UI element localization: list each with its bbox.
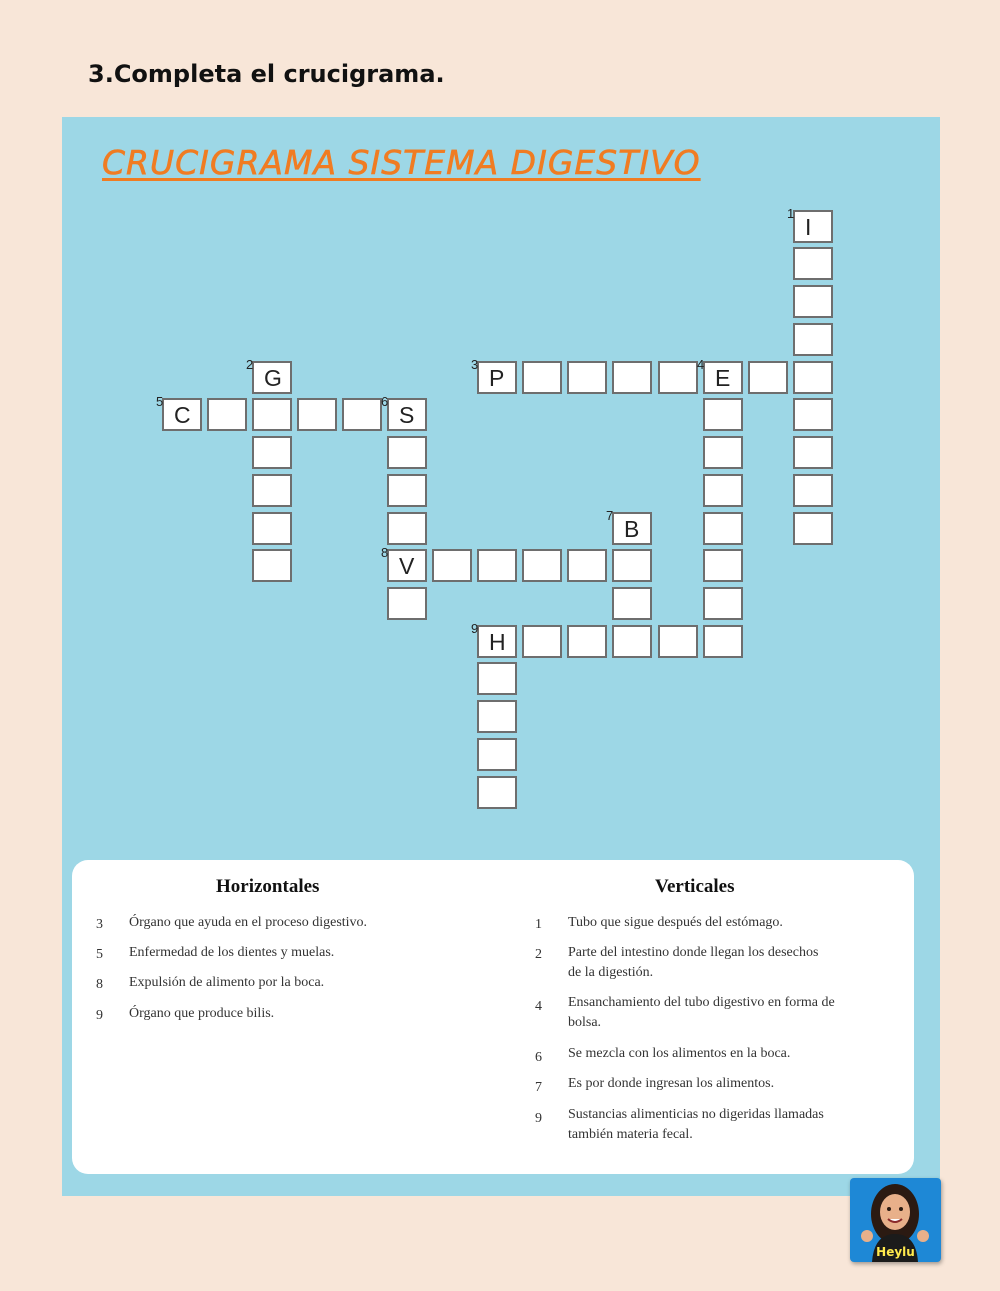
clue-text: Se mezcla con los alimentos en la boca. (568, 1046, 791, 1061)
vertical-clues-title: Verticales (655, 876, 735, 897)
clue-number: 6 (381, 394, 389, 409)
crossword-cell[interactable] (156, 394, 202, 431)
clue-number: 3 (96, 917, 103, 932)
crossword-cell[interactable] (703, 398, 743, 431)
crossword-cell[interactable] (381, 545, 427, 582)
crossword-cell[interactable] (567, 625, 607, 658)
crossword-cell[interactable] (697, 357, 743, 394)
clues-box (72, 860, 914, 1174)
crossword-title: CRUCIGRAMA SISTEMA DIGESTIVO (102, 143, 701, 182)
crossword-cell[interactable] (703, 512, 743, 545)
crossword-cell[interactable] (381, 394, 427, 431)
crossword-cell[interactable] (477, 549, 517, 582)
clue-text: Parte del intestino donde llegan los desechos (568, 945, 819, 960)
crossword-cell[interactable] (793, 436, 833, 469)
clue-number: 3 (471, 357, 479, 372)
clue-text: Tubo que sigue después del estómago. (568, 915, 783, 930)
crossword-cell[interactable] (793, 398, 833, 431)
crossword-cell[interactable] (793, 474, 833, 507)
clue-number: 2 (535, 947, 542, 962)
clue-number: 1 (787, 206, 795, 221)
clue-text: Ensanchamiento del tubo digestivo en forma de (568, 995, 835, 1010)
crossword-cell[interactable] (612, 549, 652, 582)
crossword-cell[interactable] (477, 700, 517, 733)
clue-text: Expulsión de alimento por la boca. (129, 975, 325, 990)
vertical-clue (535, 1105, 905, 1145)
crossword-cell[interactable] (703, 474, 743, 507)
crossword-cell[interactable] (252, 474, 292, 507)
crossword-cell[interactable] (252, 436, 292, 469)
crossword-cell[interactable] (793, 247, 833, 280)
crossword-cell[interactable] (297, 398, 337, 431)
given-letter: I (805, 214, 812, 240)
crossword-cell[interactable] (567, 361, 607, 394)
avatar (850, 1178, 941, 1262)
clue-text: también materia fecal. (568, 1127, 693, 1142)
clue-text: Sustancias alimenticias no digeridas llamadas (568, 1107, 824, 1122)
crossword-cell[interactable] (522, 361, 562, 394)
crossword-cell[interactable] (612, 587, 652, 620)
crossword-cell[interactable] (522, 549, 562, 582)
crossword-grid (62, 117, 940, 837)
clue-number: 9 (96, 1008, 103, 1023)
crossword-cell[interactable] (477, 738, 517, 771)
crossword-cell[interactable] (471, 357, 517, 394)
crossword-cell[interactable] (612, 625, 652, 658)
given-letter: E (715, 365, 731, 391)
crossword-cell[interactable] (658, 625, 698, 658)
clue-number: 7 (606, 508, 614, 523)
clue-number: 5 (156, 394, 164, 409)
clue-number: 8 (381, 545, 389, 560)
given-letter: B (624, 516, 640, 542)
crossword-cell[interactable] (252, 398, 292, 431)
crossword-cell[interactable] (477, 662, 517, 695)
crossword-cell[interactable] (793, 361, 833, 394)
crossword-cell[interactable] (703, 549, 743, 582)
avatar-label: Heylu (876, 1245, 915, 1259)
clue-text: bolsa. (568, 1015, 602, 1030)
clue-number: 8 (96, 977, 103, 992)
crossword-cell[interactable] (787, 206, 833, 243)
crossword-cell[interactable] (793, 512, 833, 545)
crossword-cell[interactable] (793, 285, 833, 318)
clue-number: 9 (471, 621, 479, 636)
crossword-cell[interactable] (252, 512, 292, 545)
crossword-cell[interactable] (658, 361, 698, 394)
crossword-cell[interactable] (342, 398, 382, 431)
clue-number: 9 (535, 1111, 542, 1126)
clue-number: 1 (535, 917, 542, 932)
horizontal-clues-title: Horizontales (216, 876, 320, 897)
crossword-cell[interactable] (703, 587, 743, 620)
clue-number: 4 (535, 999, 542, 1014)
clue-number: 6 (535, 1050, 542, 1065)
crossword-cell[interactable] (207, 398, 247, 431)
exercise-instruction: 3.Completa el crucigrama. (88, 60, 445, 88)
crossword-cell[interactable] (387, 512, 427, 545)
given-letter: P (489, 365, 505, 391)
crossword-cell[interactable] (748, 361, 788, 394)
crossword-cell[interactable] (387, 436, 427, 469)
clue-text: de la digestión. (568, 965, 654, 980)
given-letter: H (489, 629, 506, 655)
crossword-panel (62, 117, 940, 1196)
crossword-cell[interactable] (612, 361, 652, 394)
crossword-cell[interactable] (471, 621, 517, 658)
crossword-cell[interactable] (387, 474, 427, 507)
clue-text: Es por donde ingresan los alimentos. (568, 1076, 775, 1091)
clue-number: 7 (535, 1080, 542, 1095)
given-letter: C (174, 402, 191, 428)
clue-text: Órgano que produce bilis. (129, 1006, 275, 1021)
crossword-cell[interactable] (252, 549, 292, 582)
given-letter: G (264, 365, 282, 391)
crossword-cell[interactable] (477, 776, 517, 809)
clue-text: Enfermedad de los dientes y muelas. (129, 945, 335, 960)
crossword-cell[interactable] (387, 587, 427, 620)
crossword-cell[interactable] (703, 625, 743, 658)
vertical-clue (535, 993, 905, 1033)
crossword-cell[interactable] (703, 436, 743, 469)
given-letter: S (399, 402, 415, 428)
clue-number: 5 (96, 947, 103, 962)
vertical-clue (535, 943, 905, 983)
crossword-cell[interactable] (606, 508, 652, 545)
crossword-cell[interactable] (246, 357, 292, 394)
given-letter: V (399, 553, 415, 579)
crossword-cell[interactable] (793, 323, 833, 356)
crossword-cell[interactable] (567, 549, 607, 582)
crossword-cell[interactable] (522, 625, 562, 658)
clue-number: 2 (246, 357, 254, 372)
clue-number: 4 (697, 357, 705, 372)
crossword-cell[interactable] (432, 549, 472, 582)
clue-text: Órgano que ayuda en el proceso digestivo. (129, 915, 368, 930)
